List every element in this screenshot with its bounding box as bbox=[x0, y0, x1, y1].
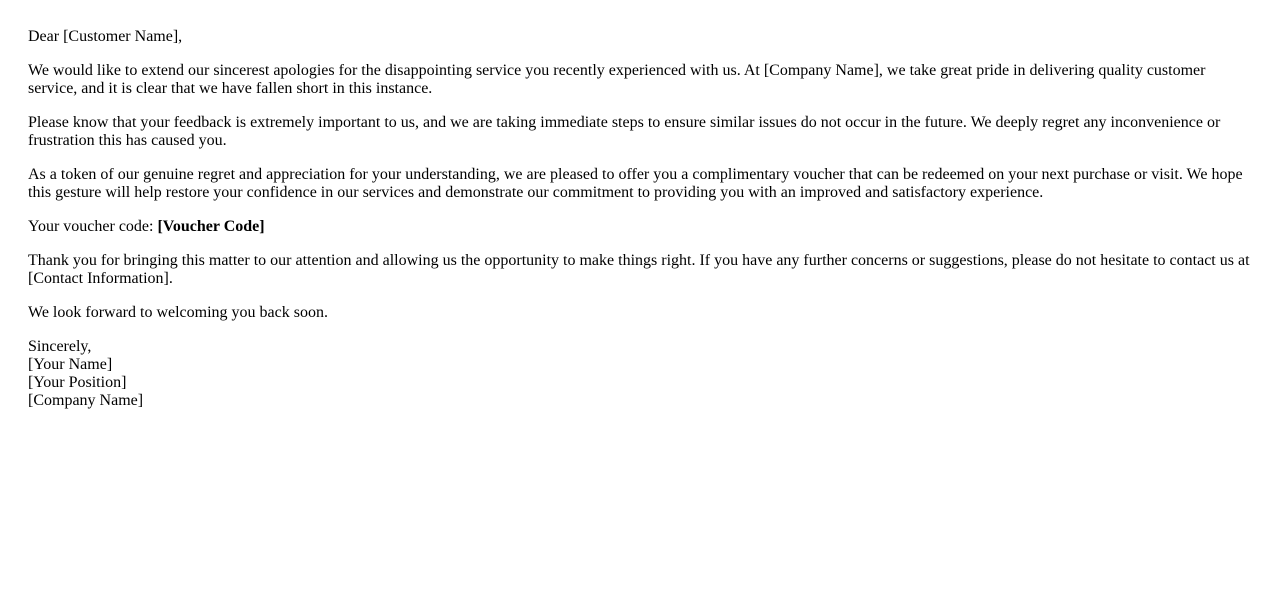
signature-position: [Your Position] bbox=[28, 374, 127, 391]
paragraph-voucher-offer: As a token of our genuine regret and appreciation for your understanding, we are pleased to offer you a complimentary voucher that can be redeemed on your next purchase or visit. We hope this gesture will help restore your confidence in our services and demonstrate our commitment to providing you with an improved and satisfactory experience. bbox=[28, 166, 1243, 201]
paragraph-thank-you: Thank you for bringing this matter to our attention and allowing us the opportunity to make things right. If you have any further concerns or suggestions, please do not hesitate to contact us at [Contact Information]. bbox=[28, 252, 1250, 287]
voucher-line bbox=[28, 218, 1256, 236]
voucher-code: [Voucher Code] bbox=[157, 218, 265, 235]
greeting: Dear [Customer Name], bbox=[28, 28, 183, 45]
paragraph-feedback: Please know that your feedback is extremely important to us, and we are taking immediate steps to ensure similar issues do not occur in the future. We deeply regret any inconvenience or frustration this has caused you. bbox=[28, 114, 1221, 149]
signature-name: [Your Name] bbox=[28, 356, 113, 373]
signature-company: [Company Name] bbox=[28, 392, 144, 409]
paragraph-closing-remark: We look forward to welcoming you back soon. bbox=[28, 304, 328, 321]
voucher-label: Your voucher code: bbox=[28, 218, 158, 235]
closing: Sincerely, bbox=[28, 338, 92, 355]
signature-block bbox=[28, 338, 1256, 410]
paragraph-apology: We would like to extend our sincerest apologies for the disappointing service you recently experienced with us. At [Company Name], we take great pride in delivering quality customer service, and it is clear that we have fallen short in this instance. bbox=[28, 62, 1206, 97]
apology-letter bbox=[28, 28, 1256, 426]
